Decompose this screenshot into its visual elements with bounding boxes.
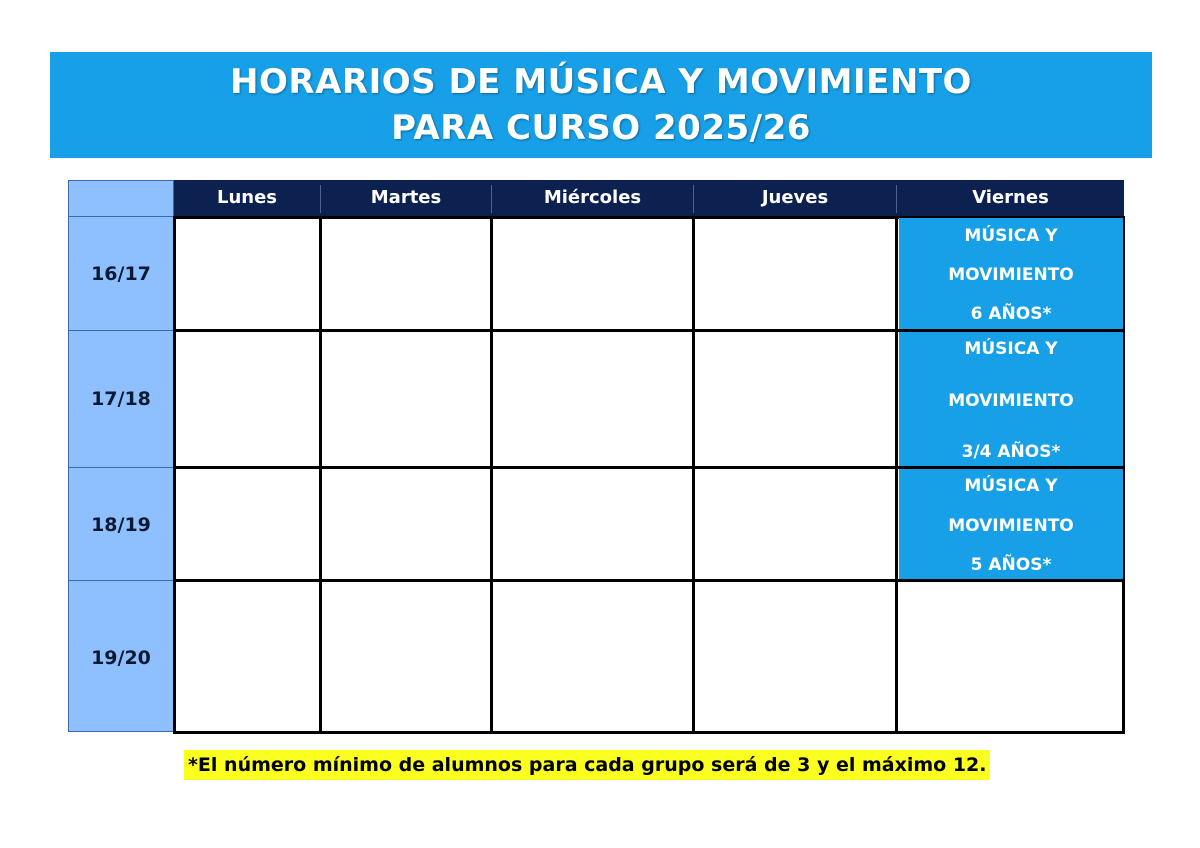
activity-cell-viernes-17-18: [899, 331, 1123, 468]
activity-line: MÚSICA Y: [964, 476, 1058, 496]
activity-cell-viernes-16-17: [899, 218, 1123, 330]
time-slot-18-19: 18/19: [91, 514, 151, 536]
activity-line: 6 AÑOS*: [970, 304, 1052, 324]
time-slot-19-20: 19/20: [91, 647, 151, 669]
day-header-jueves: Jueves: [761, 187, 829, 208]
activity-line: 5 AÑOS*: [970, 555, 1052, 575]
activity-line: MOVIMIENTO: [948, 390, 1074, 411]
title-banner: [50, 52, 1152, 158]
time-slot-16-17: 16/17: [91, 263, 151, 285]
day-header-lunes: Lunes: [216, 187, 278, 208]
time-divider: [68, 330, 174, 331]
title-line-2: PARA CURSO 2025/26: [391, 108, 811, 148]
activity-line: MÚSICA Y: [964, 339, 1058, 359]
day-header-martes: Martes: [370, 187, 442, 208]
grid-line: [319, 216, 322, 734]
grid-line: [692, 216, 695, 734]
grid-line: [173, 329, 1125, 332]
grid-line: [173, 579, 1125, 582]
time-divider: [68, 216, 174, 217]
time-divider: [68, 467, 174, 468]
activity-line: MOVIMIENTO: [948, 515, 1074, 536]
footnote: *El número mínimo de alumnos para cada grupo será de 3 y el máximo 12.: [184, 750, 990, 780]
activity-line: MOVIMIENTO: [948, 265, 1074, 285]
activity-cell-viernes-18-19: [899, 468, 1123, 581]
grid-line: [173, 466, 1125, 469]
activity-line: MÚSICA Y: [964, 226, 1058, 246]
day-header-miercoles: Miércoles: [543, 187, 642, 208]
grid-line: [895, 216, 898, 734]
title-line-1: HORARIOS DE MÚSICA Y MOVIMIENTO: [230, 62, 972, 102]
activity-line: 3/4 AÑOS*: [961, 442, 1061, 462]
time-slot-17-18: 17/18: [91, 388, 151, 410]
time-divider: [68, 580, 174, 581]
grid-line: [490, 216, 493, 734]
day-header-viernes: Viernes: [972, 187, 1049, 208]
